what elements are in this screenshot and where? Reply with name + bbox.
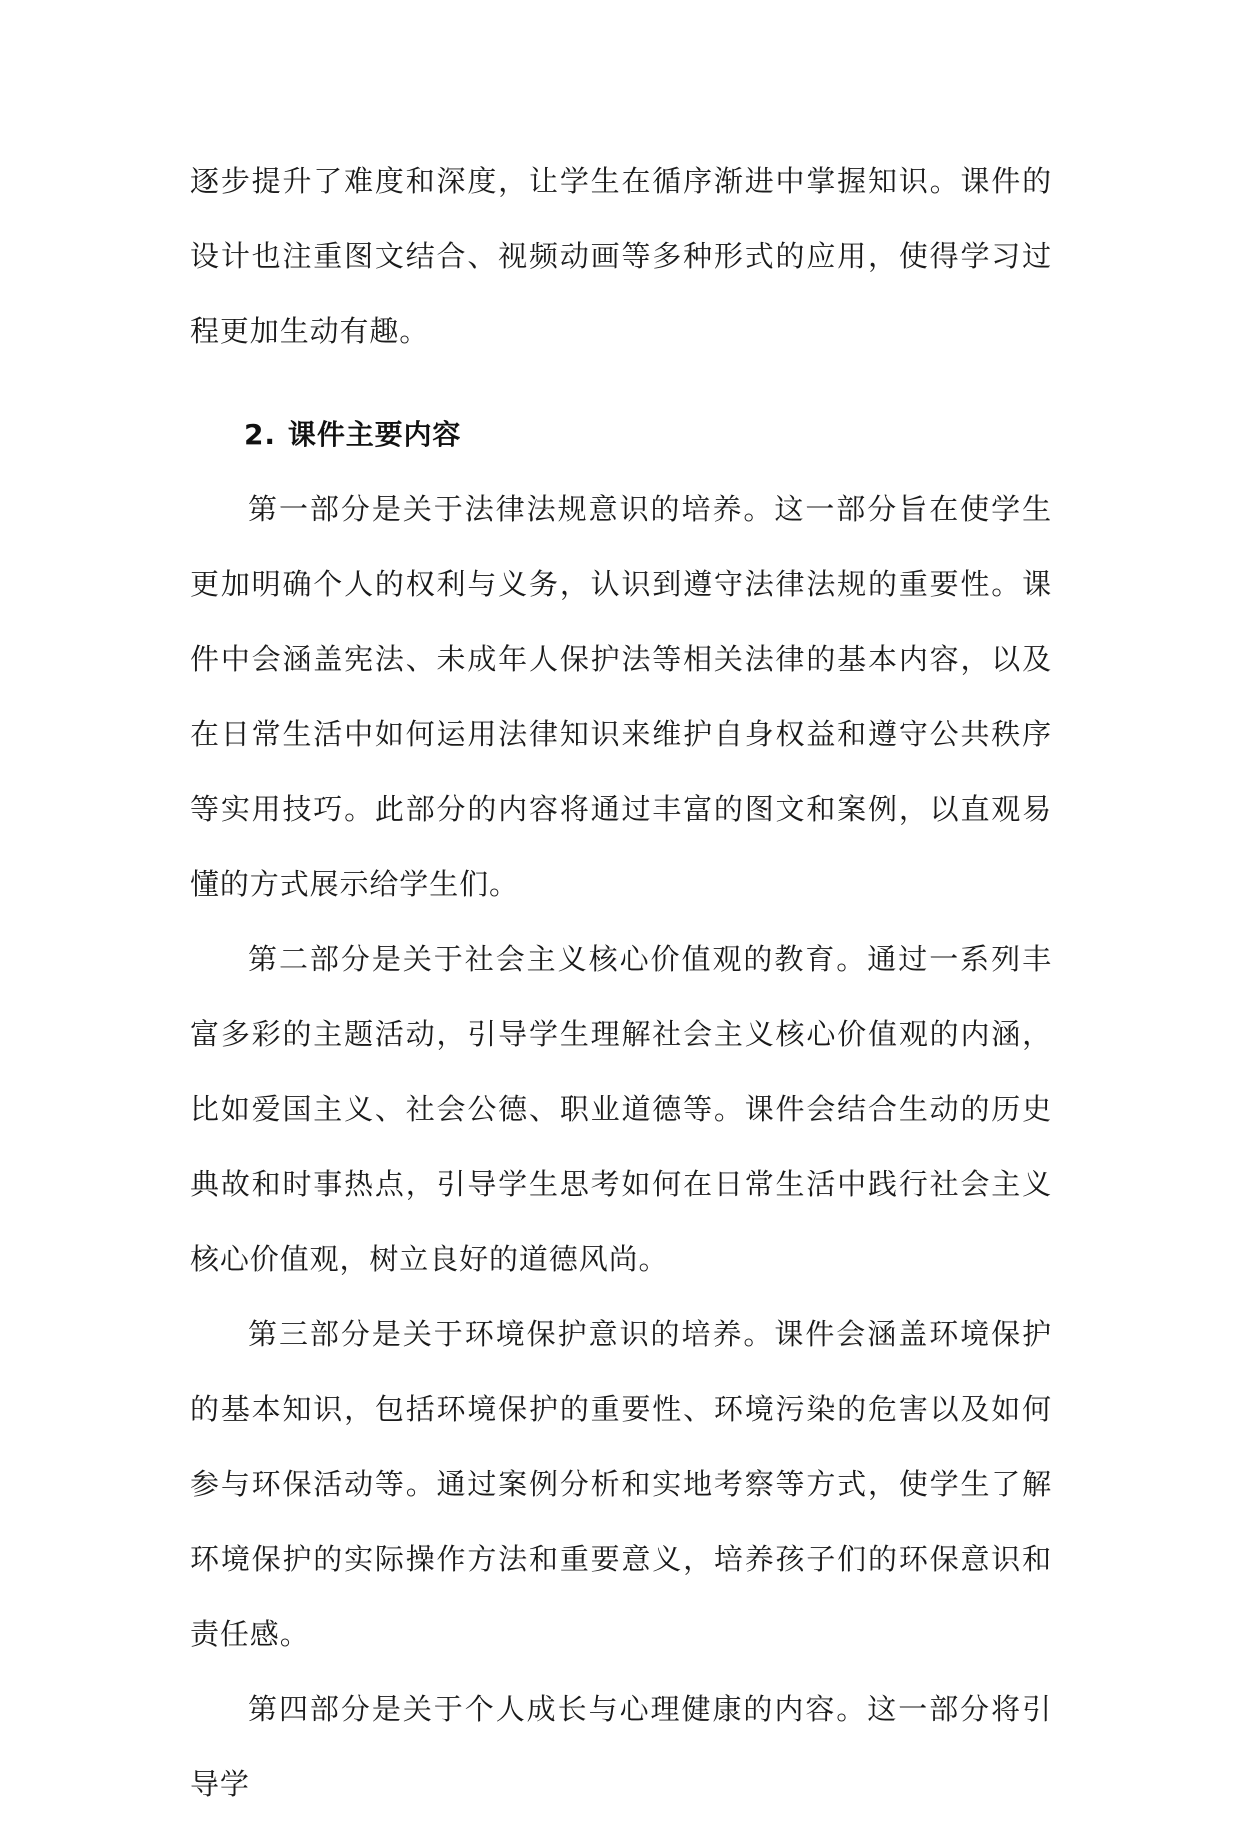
paragraph-part-two: 第二部分是关于社会主义核心价值观的教育。通过一系列丰富多彩的主题活动，引导学生理解社会主义核心价值观的内涵，比如爱国主义、社会公德、职业道德等。课件会结合生动的历史典故和时事热点，引导学生思考如何在日常生活中践行社会主义核心价值观，树立良好的道德风尚。 [190, 942, 1052, 1276]
section-heading [190, 397, 1052, 472]
section-number: 2. [244, 418, 276, 451]
document-body [190, 144, 1052, 1822]
paragraph-part-three: 第三部分是关于环境保护意识的培养。课件会涵盖环境保护的基本知识，包括环境保护的重要性、环境污染的危害以及如何参与环保活动等。通过案例分析和实地考察等方式，使学生了解环境保护的实际操作方法和重要意义，培养孩子们的环保意识和责任感。 [190, 1317, 1052, 1651]
continuation-paragraph: 逐步提升了难度和深度，让学生在循序渐进中掌握知识。课件的设计也注重图文结合、视频动画等多种形式的应用，使得学习过程更加生动有趣。 [190, 164, 1052, 348]
paragraph-part-four: 第四部分是关于个人成长与心理健康的内容。这一部分将引导学 [190, 1692, 1052, 1801]
section-title: 课件主要内容 [287, 418, 462, 451]
paragraph-part-one: 第一部分是关于法律法规意识的培养。这一部分旨在使学生更加明确个人的权利与义务，认识到遵守法律法规的重要性。课件中会涵盖宪法、未成年人保护法等相关法律的基本内容，以及在日常生活中如何运用法律知识来维护自身权益和遵守公共秩序等实用技巧。此部分的内容将通过丰富的图文和案例，以直观易懂的方式展示给学生们。 [190, 492, 1052, 901]
